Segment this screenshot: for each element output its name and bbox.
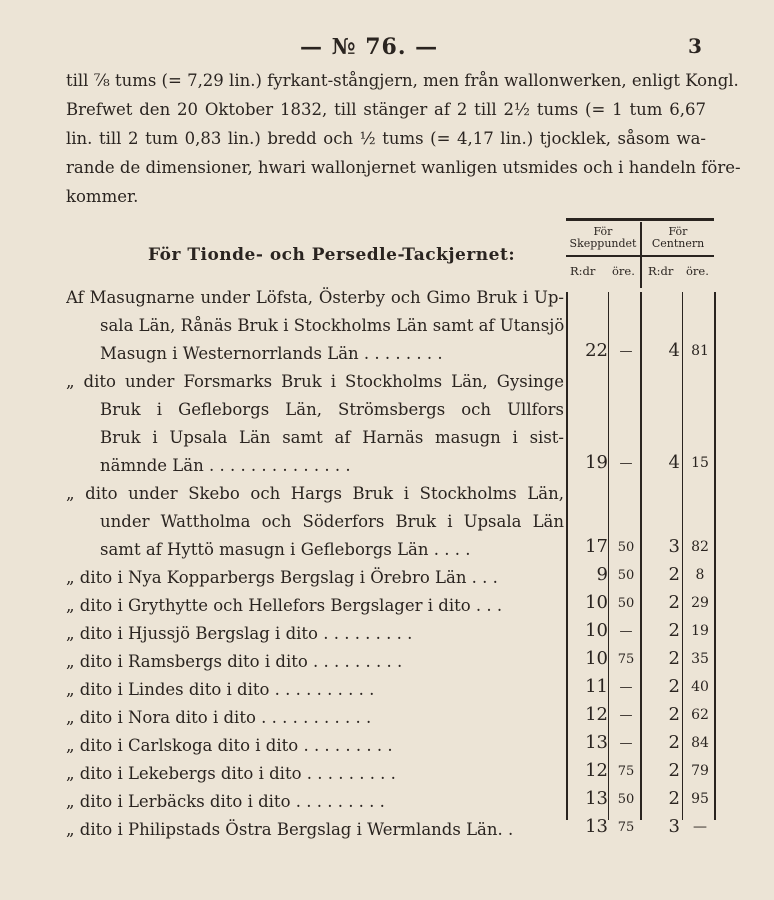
skeppund-ore-value: 50 xyxy=(617,792,635,807)
intro-paragraph xyxy=(66,66,741,211)
row-description xyxy=(66,368,564,480)
centner-ore-value: 40 xyxy=(691,679,709,695)
skeppund-ore-value: 75 xyxy=(617,820,635,835)
skeppund-ore-value: 50 xyxy=(617,596,635,611)
row-values xyxy=(566,676,716,700)
centner-rdr-value: 3 xyxy=(668,816,680,837)
row-description xyxy=(66,648,564,676)
centner-ore-value: 35 xyxy=(691,651,709,667)
row-values xyxy=(566,760,716,784)
skeppund-ore-value: 50 xyxy=(617,540,635,555)
document-number: — № 76. — xyxy=(300,34,439,60)
table-row xyxy=(66,788,716,816)
centner-rdr-value: 4 xyxy=(668,340,680,361)
intro-line: kommer. xyxy=(66,187,139,206)
row-description xyxy=(66,480,564,564)
row-line: Bruk i Gefleborgs Län, Strömsbergs och Ullfors xyxy=(100,400,564,419)
skeppund-rdr-value: 12 xyxy=(585,704,608,725)
row-description xyxy=(66,284,564,368)
row-description xyxy=(66,760,564,788)
column-divider xyxy=(640,222,642,288)
skeppund-rdr-value: 10 xyxy=(585,648,608,669)
row-values xyxy=(566,648,716,672)
table-row xyxy=(66,676,716,704)
centner-ore-value: 15 xyxy=(691,455,709,471)
row-values xyxy=(566,592,716,616)
row-line: „ dito i Lerbäcks dito i dito . . . . . . . . . xyxy=(66,792,385,811)
group-label: För xyxy=(593,225,613,238)
skeppund-rdr-value: 9 xyxy=(596,564,608,585)
row-line: Af Masugnarne under Löfsta, Österby och Gimo Bruk i Up- xyxy=(66,288,564,307)
centner-rdr-value: 2 xyxy=(668,648,680,669)
table-row xyxy=(66,732,716,760)
row-line: Bruk i Upsala Län samt af Harnäs masugn i sist- xyxy=(100,428,564,447)
row-line: samt af Hyttö masugn i Gefleborgs Län . . . . xyxy=(100,540,471,559)
table-row xyxy=(66,592,716,620)
table-column-header xyxy=(566,218,714,288)
row-description xyxy=(66,592,564,620)
skeppund-rdr-value: 10 xyxy=(585,592,608,613)
skeppund-ore-value: 50 xyxy=(617,568,635,583)
row-line: „ dito i Lekebergs dito i dito . . . . . . . . . xyxy=(66,764,396,783)
row-line: under Wattholma och Söderfors Bruk i Upsala Län xyxy=(100,512,564,531)
table-row xyxy=(66,620,716,648)
centner-ore-value: 19 xyxy=(691,623,709,639)
table-row xyxy=(66,564,716,592)
skeppund-ore-value: — xyxy=(619,708,633,723)
centner-rdr-value: 2 xyxy=(668,676,680,697)
group-label: Skeppundet xyxy=(569,237,637,250)
centner-ore-value: 95 xyxy=(691,791,709,807)
group-label: Centnern xyxy=(651,237,705,250)
row-description xyxy=(66,732,564,760)
skeppund-rdr-value: 13 xyxy=(585,788,608,809)
table-row xyxy=(66,816,716,844)
row-description xyxy=(66,620,564,648)
skeppund-ore-value: 75 xyxy=(617,652,635,667)
skeppund-ore-value: — xyxy=(619,456,633,471)
centner-rdr-value: 2 xyxy=(668,620,680,641)
skeppund-rdr-value: 11 xyxy=(585,676,608,697)
centner-rdr-value: 4 xyxy=(668,452,680,473)
row-line: nämnde Län . . . . . . . . . . . . . . xyxy=(100,456,351,475)
skeppund-ore-value: — xyxy=(619,680,633,695)
row-line: Masugn i Westernorrlands Län . . . . . . . . xyxy=(100,344,443,363)
header-rule xyxy=(566,218,714,221)
row-line: „ dito i Carlskoga dito i dito . . . . . . . . . xyxy=(66,736,393,755)
centner-ore-value: 81 xyxy=(691,343,709,359)
row-values xyxy=(566,564,716,588)
price-table-rows xyxy=(66,284,716,844)
row-values xyxy=(566,732,716,756)
centner-rdr-value: 2 xyxy=(668,564,680,585)
row-line: „ dito i Ramsbergs dito i dito . . . . . . . . . xyxy=(66,652,403,671)
centner-rdr-value: 2 xyxy=(668,788,680,809)
row-values xyxy=(566,340,716,364)
row-line: „ dito i Hjussjö Bergslag i dito . . . . . . . . . xyxy=(66,624,413,643)
centner-ore-value: — xyxy=(693,819,707,835)
table-row xyxy=(66,480,716,564)
centner-ore-value: 79 xyxy=(691,763,709,779)
centner-rdr-value: 2 xyxy=(668,704,680,725)
table-row xyxy=(66,704,716,732)
row-line: „ dito under Skebo och Hargs Bruk i Stockholms Län, xyxy=(66,484,564,503)
row-values xyxy=(566,704,716,728)
row-description xyxy=(66,704,564,732)
row-description xyxy=(66,676,564,704)
row-description xyxy=(66,564,564,592)
intro-line: rande de dimensioner, hwari wallonjernet wanligen utsmides och i handeln före- xyxy=(66,158,741,177)
row-description xyxy=(66,788,564,816)
row-line: „ dito i Lindes dito i dito . . . . . . . . . . xyxy=(66,680,375,699)
intro-line: till ⅞ tums (= 7,29 lin.) fyrkant-stångjern, men från wallonwerken, enligt Kongl. xyxy=(66,71,739,90)
centnern-group-header xyxy=(642,226,714,250)
centner-ore-value: 62 xyxy=(691,707,709,723)
skeppund-rdr-value: 10 xyxy=(585,620,608,641)
rdr-column-label: R:dr xyxy=(570,264,596,278)
skeppund-ore-value: — xyxy=(619,344,633,359)
row-description xyxy=(66,816,564,844)
row-line: „ dito i Nora dito i dito . . . . . . . . . . . xyxy=(66,708,372,727)
row-line: „ dito under Forsmarks Bruk i Stockholms Län, Gysinge xyxy=(66,372,564,391)
ore-column-label: öre. xyxy=(686,264,709,278)
centner-ore-value: 82 xyxy=(691,539,709,555)
section-title: För Tionde- och Persedle-Tackjernet: xyxy=(148,245,516,265)
row-line: sala Län, Rånäs Bruk i Stockholms Län samt af Utansjö xyxy=(100,316,564,335)
skeppund-rdr-value: 22 xyxy=(585,340,608,361)
centner-ore-value: 8 xyxy=(695,567,705,583)
row-values xyxy=(566,788,716,812)
row-values xyxy=(566,536,716,560)
skeppund-ore-value: — xyxy=(619,736,633,751)
intro-line: Brefwet den 20 Oktober 1832, till stänger af 2 till 2½ tums (= 1 tum 6,67 xyxy=(66,100,706,119)
row-values xyxy=(566,816,716,840)
rdr-column-label: R:dr xyxy=(648,264,674,278)
row-line: „ dito i Philipstads Östra Bergslag i Wermlands Län. . xyxy=(66,820,514,839)
table-row xyxy=(66,368,716,480)
table-row xyxy=(66,760,716,788)
centner-rdr-value: 2 xyxy=(668,592,680,613)
centner-rdr-value: 2 xyxy=(668,760,680,781)
intro-line: lin. till 2 tum 0,83 lin.) bredd och ½ tums (= 4,17 lin.) tjocklek, såsom wa- xyxy=(66,129,706,148)
page-number: 3 xyxy=(688,34,702,58)
centner-ore-value: 29 xyxy=(691,595,709,611)
skeppund-ore-value: — xyxy=(619,624,633,639)
centner-rdr-value: 3 xyxy=(668,536,680,557)
row-line: „ dito i Nya Kopparbergs Bergslag i Örebro Län . . . xyxy=(66,568,498,587)
skeppund-rdr-value: 13 xyxy=(585,732,608,753)
skeppund-ore-value: 75 xyxy=(617,764,635,779)
skeppund-rdr-value: 17 xyxy=(585,536,608,557)
page-header xyxy=(0,34,774,64)
row-line: „ dito i Grythytte och Hellefors Bergslager i dito . . . xyxy=(66,596,503,615)
skeppundet-group-header xyxy=(566,226,640,250)
centner-ore-value: 84 xyxy=(691,735,709,751)
table-row xyxy=(66,648,716,676)
group-label: För xyxy=(668,225,688,238)
row-values xyxy=(566,620,716,644)
skeppund-rdr-value: 12 xyxy=(585,760,608,781)
skeppund-rdr-value: 13 xyxy=(585,816,608,837)
centner-rdr-value: 2 xyxy=(668,732,680,753)
skeppund-rdr-value: 19 xyxy=(585,452,608,473)
row-values xyxy=(566,452,716,476)
table-row xyxy=(66,284,716,368)
ore-column-label: öre. xyxy=(612,264,635,278)
